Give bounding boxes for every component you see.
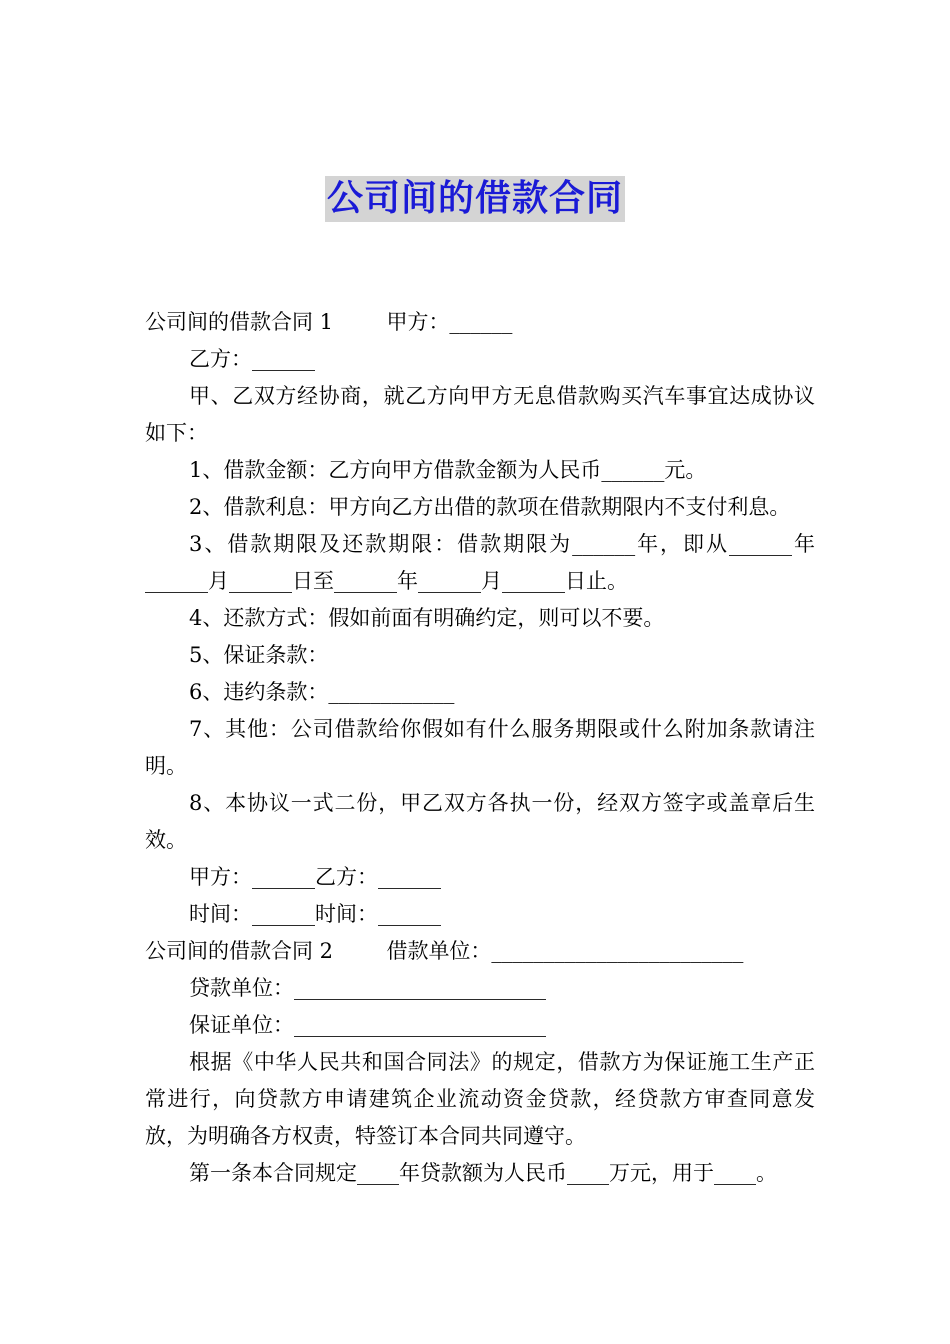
date-line: 时间：______时间：______ bbox=[189, 902, 441, 926]
contract-2-heading-line: 公司间的借款合同 2 借款单位：________________________ bbox=[145, 939, 744, 963]
contract-1-heading-line: 公司间的借款合同 1 甲方：______ bbox=[145, 310, 513, 334]
article-1: 第一条本合同规定____年贷款额为人民币____万元，用于____。 bbox=[189, 1161, 777, 1185]
party-b-line: 乙方：______ bbox=[189, 347, 315, 371]
signature-line: 甲方：______乙方：______ bbox=[189, 865, 441, 889]
guarantor-line: 保证单位：________________________ bbox=[189, 1013, 546, 1037]
clause-7: 7、其他：公司借款给你假如有什么服务期限或什么附加条款请注明。 bbox=[145, 717, 815, 778]
clause-3: 3、借款期限及还款期限：借款期限为______年，即从______年______月______日至______年______月______日止。 bbox=[145, 532, 815, 593]
document-body bbox=[145, 304, 815, 1192]
document-title: 公司间的借款合同 bbox=[325, 176, 625, 222]
contract-2-intro: 根据《中华人民共和国合同法》的规定，借款方为保证施工生产正常进行，向贷款方申请建筑企业流动资金贷款，经贷款方审查同意发放，为明确各方权责，特签订本合同共同遵守。 bbox=[145, 1050, 815, 1148]
clause-6: 6、违约条款：____________ bbox=[189, 680, 455, 704]
lender-line: 贷款单位：________________________ bbox=[189, 976, 546, 1000]
clause-5: 5、保证条款： bbox=[189, 643, 329, 667]
clause-8: 8、本协议一式二份，甲乙双方各执一份，经双方签字或盖章后生效。 bbox=[145, 791, 815, 852]
clause-2: 2、借款利息：甲方向乙方出借的款项在借款期限内不支付利息。 bbox=[189, 495, 791, 519]
document-title-wrap bbox=[0, 176, 950, 222]
clause-4: 4、还款方式：假如前面有明确约定，则可以不要。 bbox=[189, 606, 665, 630]
agreement-intro: 甲、乙双方经协商，就乙方向甲方无息借款购买汽车事宜达成协议如下： bbox=[145, 384, 815, 445]
clause-1: 1、借款金额：乙方向甲方借款金额为人民币______元。 bbox=[189, 458, 707, 482]
